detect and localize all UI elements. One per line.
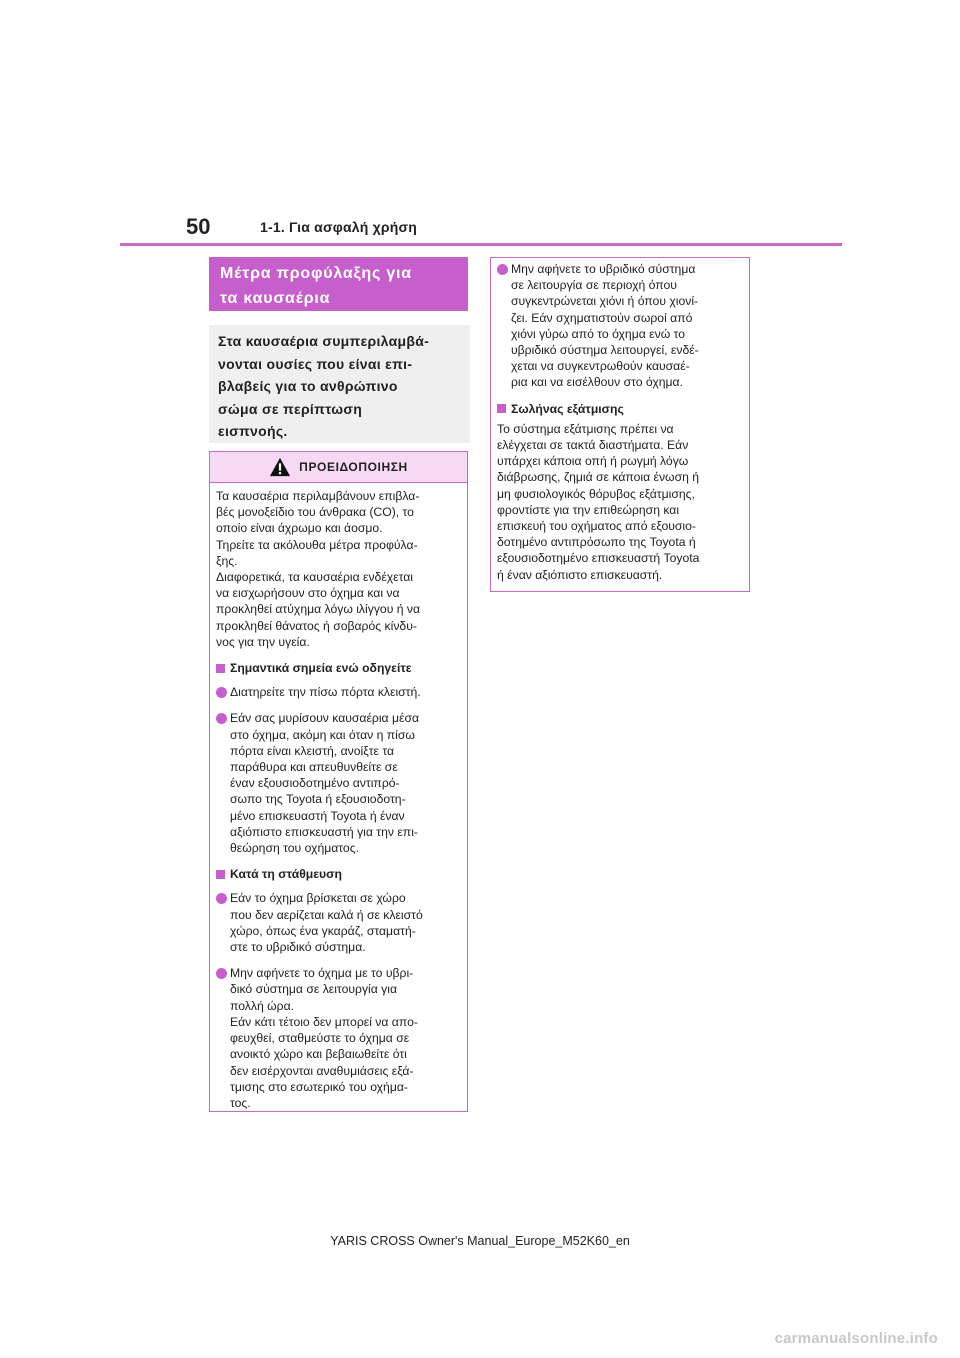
square-bullet-icon bbox=[216, 870, 225, 879]
subsection-title: Σωλήνας εξάτμισης bbox=[511, 401, 624, 416]
list-item-text: Εάν το όχημα βρίσκεται σε χώρο που δεν αερίζεται καλά ή σε κλειστό χώρο, όπως ένα γκαράζ, σταματή- στε το υβριδικό σύστημα. bbox=[230, 891, 423, 955]
list-item-text: Μην αφήνετε το υβριδικό σύστημα σε λειτουργία σε περιοχή όπου συγκεντρώνεται χιόνι ή όπου χιονί- ζει. Εάν σχηματιστούν σωροί από χιόνι γύρω από το όχημα ενώ το υβριδικό σύστημα λειτουργεί, ενδέ- χεται να συγκεντρωθούν καυσαέ- ρια και να εισέλθουν στο όχημα. bbox=[511, 262, 699, 390]
circle-bullet-icon bbox=[216, 713, 227, 724]
section-title: 1-1. Για ασφαλή χρήση bbox=[260, 219, 417, 235]
warning-header bbox=[210, 452, 467, 483]
footer-text: YARIS CROSS Owner's Manual_Europe_M52K60_en bbox=[330, 1234, 630, 1248]
list-item bbox=[216, 890, 461, 955]
heading-title: Μέτρα προφύλαξης για τα καυσαέρια bbox=[220, 265, 412, 307]
square-bullet-icon bbox=[497, 404, 506, 413]
list-item-text: Μην αφήνετε το όχημα με το υβρι- δικό σύστημα σε λειτουργία για πολλή ώρα. Εάν κάτι τέτοιο δεν μπορεί να απο- φευχθεί, σταθμεύστε το όχημα σε ανοικτό χώρο και βεβαιωθείτε ότι δεν εισέρχονται αναθυμιάσεις εξά- τμισης στο εσωτερικό του οχήμα- τος. bbox=[230, 966, 418, 1110]
circle-bullet-icon bbox=[497, 264, 508, 275]
exhaust-text: Το σύστημα εξάτμισης πρέπει να ελέγχεται σε τακτά διαστήματα. Εάν υπάρχει κάποια οπή ή ρωγμή λόγω διάβρωσης, ζημιά σε κάποια ένωση ή μη φυσιολογικός θόρυβος εξάτμισης, φροντίστε για την επιθεώρηση και επισκευή του οχήματος από εξουσιο- δοτημένο αντιπρόσωπο της Toyota ή εξουσιοδοτημένο επισκευαστή Toyota ή έναν αξιόπιστο επισκευαστή. bbox=[497, 421, 700, 582]
intro-box bbox=[209, 325, 470, 443]
warning-body bbox=[210, 483, 467, 1111]
subsection-title: Σημαντικά σημεία ενώ οδηγείτε bbox=[230, 661, 412, 676]
warning-label: ΠΡΟΕΙΔΟΠΟΙΗΣΗ bbox=[299, 460, 408, 474]
list-item-text: Διατηρείτε την πίσω πόρτα κλειστή. bbox=[230, 685, 421, 700]
right-warning-continued bbox=[490, 257, 750, 592]
page-number: 50 bbox=[186, 214, 211, 239]
square-bullet-icon bbox=[216, 664, 225, 673]
circle-bullet-icon bbox=[216, 893, 227, 904]
list-item-text: Εάν σας μυρίσουν καυσαέρια μέσα στο όχημα, ακόμη και όταν η πίσω πόρτα είναι κλειστή, ανοίξτε τα παράθυρα και απευθυνθείτε σε έναν εξουσιοδοτημένο αντιπρό- σωπο της Toyota ή εξουσιοδοτη- μένο επισκευαστή Toyota ή έναν αξιόπιστο επισκευαστή για την επι- θεώρηση του οχήματος. bbox=[230, 711, 420, 856]
list-item bbox=[216, 710, 461, 856]
circle-bullet-icon bbox=[216, 968, 227, 979]
warning-intro: Τα καυσαέρια περιλαμβάνουν επιβλα- βές μονοξείδιο του άνθρακα (CO), το οποίο είναι άχρωμο και άοσμο. Τηρείτε τα ακόλουθα μέτρα προφύλα- ξης. Διαφορετικά, τα καυσαέρια ενδέχεται να εισχωρήσουν στο όχημα και να προκληθεί ατύχημα λόγω ιλίγγου ή να προκληθεί θάνατος ή σοβαρός κίνδυ- νος για την υγεία. bbox=[216, 489, 421, 649]
subsection-heading bbox=[216, 866, 461, 882]
subsection-heading bbox=[497, 401, 743, 417]
subsection-heading bbox=[216, 660, 461, 676]
heading-box bbox=[209, 257, 468, 311]
list-item bbox=[216, 684, 461, 700]
circle-bullet-icon bbox=[216, 687, 227, 698]
subsection-title: Κατά τη στάθμευση bbox=[230, 867, 342, 882]
warning-box bbox=[209, 451, 468, 1112]
header-rule bbox=[120, 243, 842, 246]
warning-triangle-icon bbox=[269, 456, 291, 478]
intro-text: Στα καυσαέρια συμπεριλαμβά- νονται ουσίες που είναι επι- βλαβείς για το ανθρώπινο σώμα σε περίπτωση εισπνοής. bbox=[218, 333, 430, 439]
watermark: carmanualsonline.info bbox=[774, 1330, 938, 1347]
list-item bbox=[497, 261, 743, 391]
list-item bbox=[216, 965, 461, 1111]
